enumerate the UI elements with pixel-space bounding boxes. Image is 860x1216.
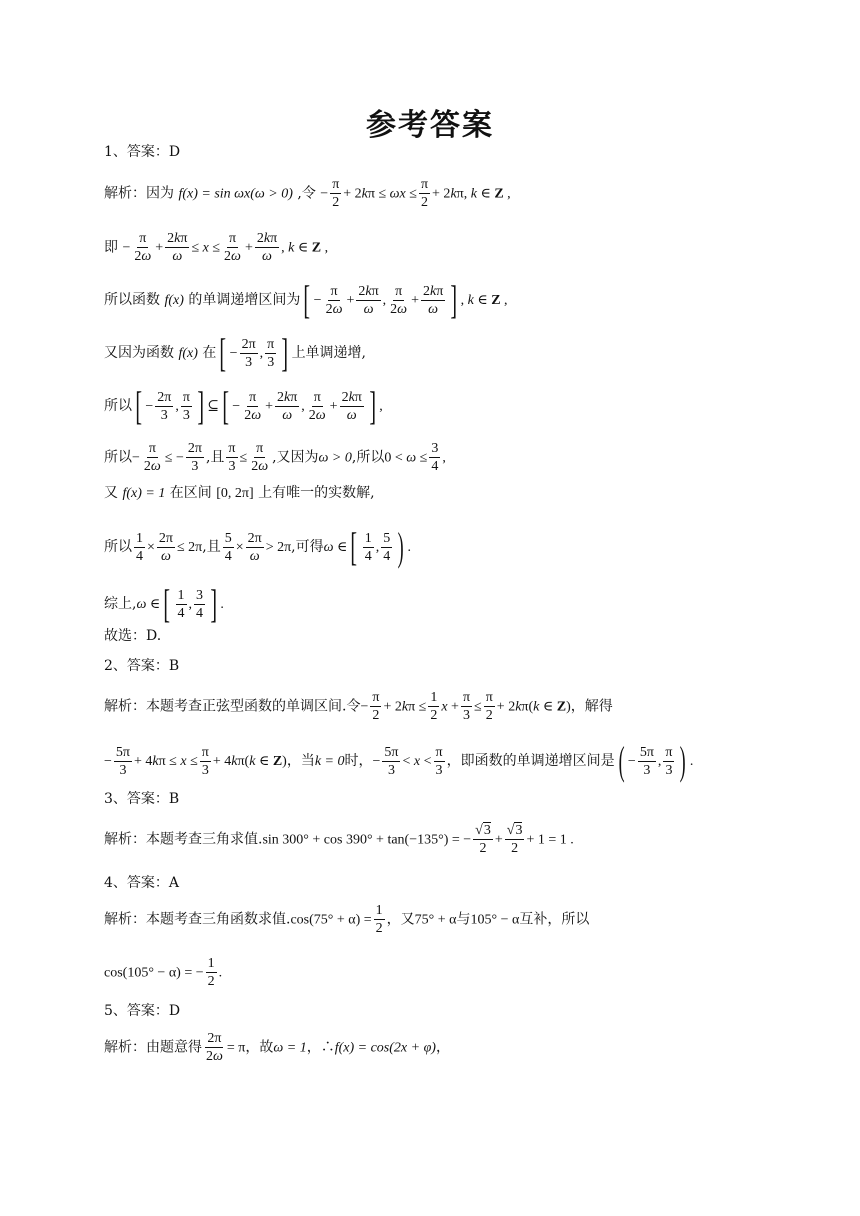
q4-line1-prefix: 解析：本题考查三角函数求值.	[104, 911, 291, 928]
q1-line7-suffix: 上有唯一的实数解,	[258, 485, 375, 501]
q4-line1-suffix: 互补，所以	[519, 911, 590, 928]
q1-line1-text: ,令	[297, 185, 316, 202]
q1-conclusion: 故选：D.	[104, 628, 162, 644]
q2-analysis-line-2: − $\frac{5\pi}{3}$ + 4kπ ≤ x ≤ $\frac{\pi}{3}$ + 4kπ(k ∈ Z)，当k = 0时，− $\frac{5\pi}{3}$ < x < $\frac{\pi}{3}$ ，即函数的单调递增区间是( − $\frac{5\pi}{3}$ , $\frac{\pi}{3}$ ) .	[104, 738, 694, 783]
q2-analysis-line-1: 解析：本题考查正弦型函数的单调区间.令− $\frac{\pi}{2}$ + 2kπ ≤ $\frac{1}{2}$ x + $\frac{\pi}{3}$ ≤ $\frac{\pi}{2}$ + 2kπ(k ∈ Z)，解得	[104, 690, 613, 723]
page-title: 参考答案	[366, 108, 494, 143]
q1-line7-eq: f(x) = 1	[122, 486, 166, 501]
q1-analysis-line-4: 又因为函数 f(x) 在[ − $\frac{2\pi}{3}$ , $\frac{\pi}{3}$ ] 上单调递增,	[104, 330, 367, 375]
q5-line1-mid1: ，故	[245, 1039, 274, 1056]
q1-line7-mid: 在区间	[169, 485, 212, 501]
q4-line1-a1: 75° + α	[414, 912, 457, 928]
q1-analysis-line-1: 解析：因为 f(x) = sin ωx(ω > 0) ,令 − $\frac{\pi}{2}$ + 2kπ ≤ ωx ≤ $\frac{\pi}{2}$ + 2kπ, k ∈ Z ,	[104, 177, 511, 210]
q5-answer: 5、答案：D	[104, 1003, 181, 1019]
q2-line2-mid1: ，当	[286, 753, 315, 769]
q1-line6-mid1: ,且	[205, 449, 225, 466]
q5-line1-end: ，	[435, 1039, 450, 1056]
q1-answer: 1、答案：D	[104, 144, 181, 160]
q5-line1-fx: f(x) = cos(2x + φ)	[334, 1040, 436, 1056]
q1-line6-mid3: ,所以	[351, 449, 385, 466]
q4-analysis-line-1: 解析：本题考查三角函数求值.cos(75° + α) = $\frac{1}{2}$ ，又75° + α与105° − α互补，所以	[104, 903, 590, 936]
q4-line1-mid2: 与	[456, 911, 471, 928]
q4-expression: cos(75° + α) =	[290, 912, 372, 928]
q1-analysis-line-2: 即 − $\frac{\pi}{2\omega}$ + $\frac{2k\pi}{\omega}$ ≤ x ≤ $\frac{\pi}{2\omega}$ + $\frac{2k\pi}{\omega}$ , k ∈ Z ,	[104, 231, 329, 264]
q1-line4-suffix: 上单调递增,	[291, 345, 367, 361]
q2-line2-k0: k = 0	[314, 754, 345, 769]
q1-line8-mid2: ,可得	[291, 539, 324, 555]
q1-analysis-line-3: 所以函数 f(x) 的单调递增区间为[ − $\frac{\pi}{2\omega}$ + $\frac{2k\pi}{\omega}$ , $\frac{\pi}{2\omega}$ + $\frac{2k\pi}{\omega}$ ] , k ∈ Z ,	[104, 277, 508, 322]
q3-analysis-line-1: 解析：本题考查三角求值.sin 300° + cos 390° + tan(−135°) = − $\frac{√3}{2}$ + $\frac{√3}{2}$ + 1 = 1 .	[104, 823, 574, 856]
q3-expression: sin 300° + cos 390° + tan(−135°) = −	[262, 832, 472, 848]
q1-analysis-line-6: 所以− $\frac{\pi}{2\omega}$ ≤ − $\frac{2\pi}{3}$ ,且 $\frac{\pi}{3}$ ≤ $\frac{\pi}{2\omega}$ ,又因为ω > 0,所以0 < ω ≤ $\frac{3}{4}$ ,	[104, 441, 446, 474]
q1-line4-prefix: 又因为函数	[104, 345, 174, 361]
q1-line7-prefix: 又	[104, 485, 118, 501]
q1-line7-interval: [0, 2π]	[216, 486, 254, 501]
q1-analysis-line-9: 综上,ω ∈[ $\frac{1}{4}$ , $\frac{3}{4}$ ] .	[104, 581, 224, 626]
q5-line1-omega: ω = 1	[273, 1040, 307, 1056]
q4-line1-mid1: ，又	[386, 911, 415, 928]
q1-analysis-line-7	[104, 486, 375, 501]
q4-analysis-line-2: cos(105° − α) = − $\frac{1}{2}$ .	[104, 956, 223, 989]
q1-line4-mid: 在	[202, 345, 217, 361]
q1-line8-mid1: ,且	[202, 539, 221, 555]
q1-function-def: f(x) = sin ωx(ω > 0)	[178, 186, 293, 202]
q4-answer: 4、答案：A	[104, 875, 180, 891]
q1-line3-prefix: 所以函数	[104, 292, 160, 308]
q2-line1-prefix: 解析：本题考查正弦型函数的单调区间.令	[104, 698, 361, 715]
q1-line5-prefix: 所以	[104, 398, 132, 414]
q1-line6-mid2: ,又因为	[272, 449, 319, 466]
q2-line1-suffix: ，解得	[570, 698, 613, 715]
q3-answer: 3、答案：B	[104, 791, 180, 807]
q2-line2-mid3: ，即函数的单调递增区间是	[446, 753, 615, 769]
q4-line2-expression: cos(105° − α) = −	[104, 965, 204, 981]
q5-line1-prefix: 解析：由题意得	[104, 1039, 202, 1056]
q1-line6-prefix: 所以	[104, 449, 132, 466]
q1-line3-fx: f(x)	[164, 293, 184, 308]
q1-analysis-line-5: 所以[ − $\frac{2\pi}{3}$ , $\frac{\pi}{3}$ ] ⊆[ − $\frac{\pi}{2\omega}$ + $\frac{2k\pi}{\omega}$ , $\frac{\pi}{2\omega}$ + $\frac{2k\pi}{\omega}$ ] ,	[104, 383, 383, 428]
q1-line8-prefix: 所以	[104, 539, 132, 555]
q5-analysis-line-1: 解析：由题意得 $\frac{2\pi}{2\omega}$ = π，故ω = 1，∴f(x) = cos(2x + φ)，	[104, 1031, 450, 1064]
q1-analysis-label: 解析：因为	[104, 185, 174, 202]
q4-line1-a2: 105° − α	[470, 912, 520, 928]
q2-line2-mid2: 时，	[344, 753, 373, 769]
q1-line9-prefix: 综上,	[104, 596, 137, 612]
q1-line4-fx: f(x)	[178, 346, 198, 361]
q1-line3-mid: 的单调递增区间为	[188, 292, 301, 308]
q3-line1-prefix: 解析：本题考查三角求值.	[104, 831, 263, 848]
q1-analysis-line-8: 所以 $\frac{1}{4}$ × $\frac{2\pi}{\omega}$ ≤ 2π,且 $\frac{5}{4}$ × $\frac{2\pi}{\omega}$ > 2π,可得ω ∈[ $\frac{1}{4}$ , $\frac{5}{4}$ ) .	[104, 524, 412, 569]
q1-line6-omega: ω > 0	[318, 450, 352, 466]
q2-answer: 2、答案：B	[104, 658, 180, 674]
q1-line2-prefix: 即	[104, 239, 118, 256]
q5-line1-mid2: ，∴	[306, 1039, 335, 1056]
